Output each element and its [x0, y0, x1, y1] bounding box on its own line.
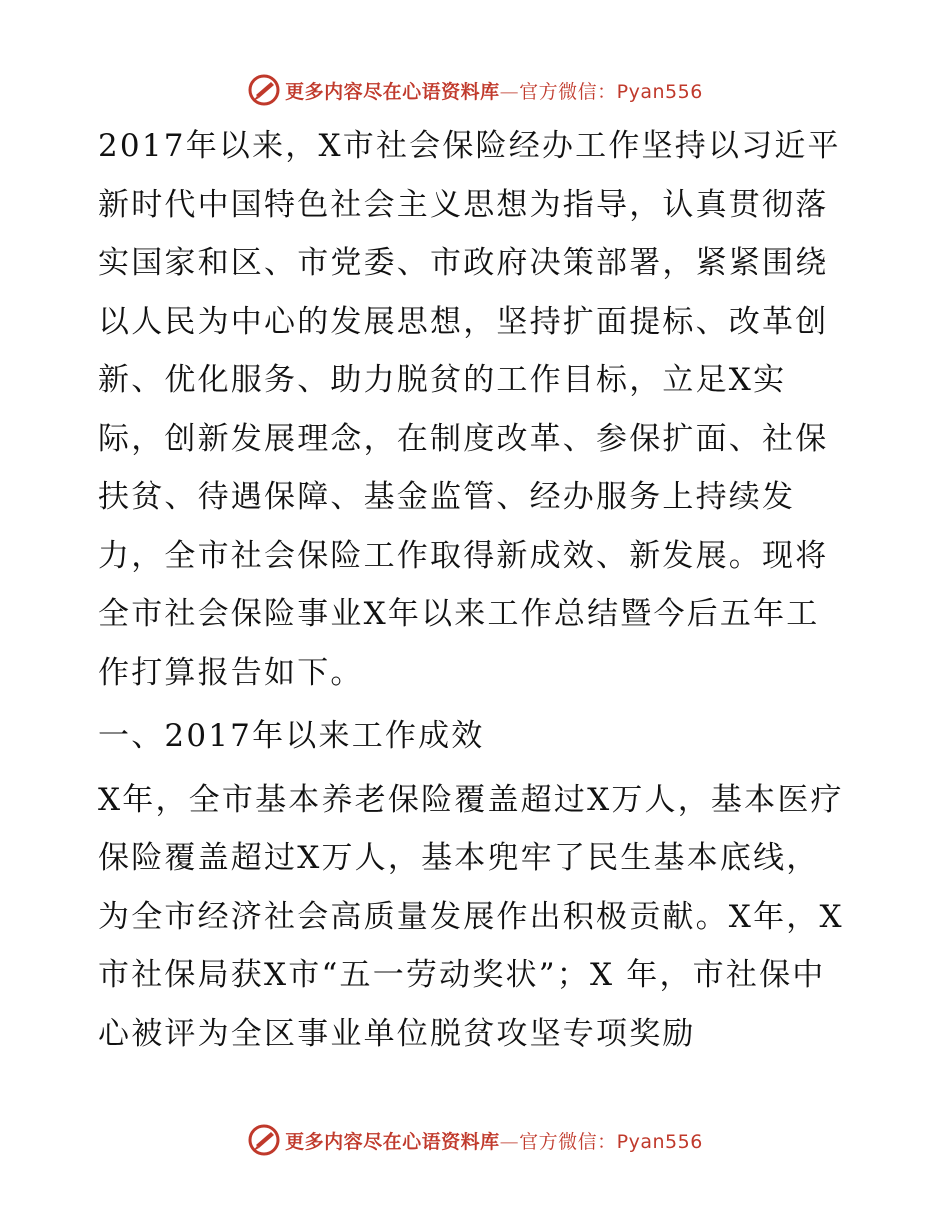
paragraph-intro: 2017年以来，X市社会保险经办工作坚持以习近平新时代中国特色社会主义思想为指导，认真贯彻落实国家和区、市党委、市政府决策部署，紧紧围绕以人民为中心的发展思想，坚持扩面提标、改革创新、优化服务、助力脱贫的工作目标，立足X实际，创新发展理念，在制度改革、参保扩面、社保扶贫、待遇保障、基金监管、经办服务上持续发力，全市社会保险工作取得新成效、新发展。现将全市社会保险事业X年以来工作总结暨今后五年工作打算报告如下。 — [98, 128, 841, 691]
paragraph-achievements: X年，全市基本养老保险覆盖超过X万人，基本医疗保险覆盖超过X万人，基本兜牢了民生基本底线，为全市经济社会高质量发展作出积极贡献。X年，X市社保局获X市“五一劳动奖状”；X 年，市社保中心被评为全区事业单位脱贫攻坚专项奖励 — [98, 781, 844, 1052]
banner-site-text: 更多内容尽在心语资料库 — [285, 80, 500, 103]
banner-separator: — — [499, 80, 520, 103]
banner-wechat-text: 官方微信：Pyan556 — [519, 80, 703, 103]
section-heading: 一、2017年以来工作成效 — [98, 718, 485, 754]
banner-wechat-text: 官方微信：Pyan556 — [519, 1130, 703, 1153]
logo-icon — [247, 73, 281, 107]
banner-site-text: 更多内容尽在心语资料库 — [285, 1130, 500, 1153]
footer-banner — [0, 1120, 950, 1160]
document-body — [98, 117, 850, 1063]
header-banner — [0, 70, 950, 110]
banner-separator: — — [499, 1130, 520, 1153]
logo-icon — [247, 1123, 281, 1157]
